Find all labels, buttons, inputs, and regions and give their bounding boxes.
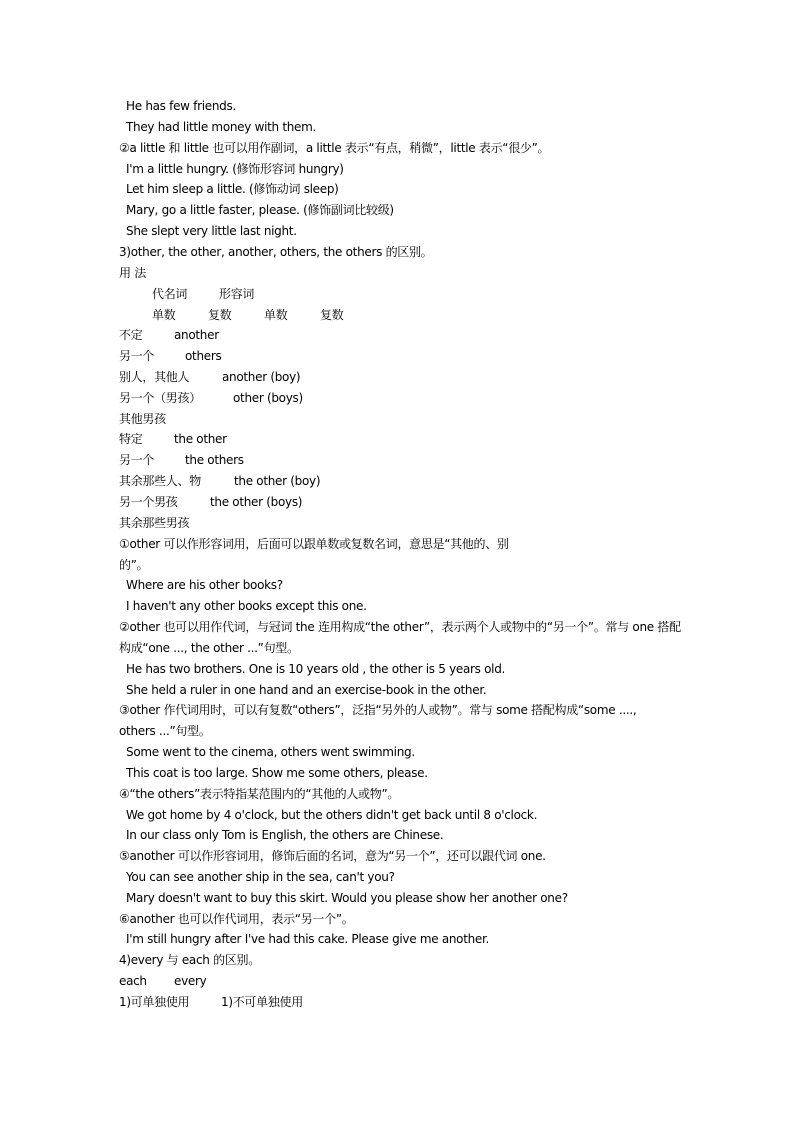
- rule-text: ⑥another 也可以作代词用，表示“另一个”。: [119, 912, 354, 926]
- example-sentence: This coat is too large. Show me some others, please.: [126, 766, 428, 780]
- table-cell: the others: [185, 453, 244, 467]
- example-sentence: In our class only Tom is English, the others are Chinese.: [126, 828, 444, 842]
- row-label: 别人，其他人: [119, 370, 190, 384]
- table-cell: others: [185, 349, 222, 363]
- rule-text: 的”。: [119, 558, 149, 572]
- example-sentence: Where are his other books?: [126, 578, 283, 592]
- compare-label: every: [174, 974, 207, 988]
- row-label: 特定: [119, 432, 143, 446]
- row-label: 另一个（男孩）: [119, 391, 201, 405]
- example-sentence: Mary, go a little faster, please. (修饰副词比较级): [126, 203, 394, 217]
- row-label: 其他男孩: [119, 412, 166, 426]
- example-sentence: She held a ruler in one hand and an exercise-book in the other.: [126, 683, 487, 697]
- row-label: 另一个: [119, 349, 155, 363]
- rule-text: 构成“one ..., the other ...”句型。: [119, 641, 299, 655]
- table-cell: the other: [174, 432, 227, 446]
- column-header-adjective: 形容词: [219, 287, 255, 301]
- example-sentence: You can see another ship in the sea, can't you?: [126, 870, 395, 884]
- table-cell: the other (boy): [234, 474, 321, 488]
- compare-point: 1)可单独使用: [119, 995, 190, 1009]
- rule-text: ②a little 和 little 也可以用作副词，a little 表示“有点，稍微”，little 表示“很少”。: [119, 141, 550, 155]
- table-cell: the other (boys): [210, 495, 303, 509]
- example-sentence: Let him sleep a little. (修饰动词 sleep): [126, 182, 339, 196]
- example-sentence: They had little money with them.: [126, 120, 317, 134]
- rule-text: others ...”句型。: [119, 724, 211, 738]
- compare-point: 1)不可单独使用: [221, 995, 303, 1009]
- section-heading: 3)other, the other, another, others, the others 的区别。: [119, 245, 433, 259]
- row-label: 另一个: [119, 453, 155, 467]
- column-header-plural: 复数: [208, 308, 232, 322]
- table-cell: another: [174, 328, 219, 342]
- row-label: 另一个男孩: [119, 495, 178, 509]
- example-sentence: Mary doesn't want to buy this skirt. Would you please show her another one?: [126, 891, 568, 905]
- rule-text: ①other 可以作形容词用，后面可以跟单数或复数名词，意思是“其他的、别: [119, 537, 509, 551]
- example-sentence: I'm still hungry after I've had this cake. Please give me another.: [126, 932, 490, 946]
- example-sentence: She slept very little last night.: [126, 224, 297, 238]
- table-cell: another (boy): [222, 370, 301, 384]
- compare-label: each: [119, 974, 147, 988]
- row-label: 其余那些人、物: [119, 474, 201, 488]
- example-sentence: He has few friends.: [126, 99, 236, 113]
- section-heading: 4)every 与 each 的区别。: [119, 953, 260, 967]
- rule-text: ⑤another 可以作形容词用，修饰后面的名词，意为“另一个”，还可以跟代词 one.: [119, 849, 546, 863]
- row-label: 不定: [119, 328, 143, 342]
- rule-text: ②other 也可以用作代词，与冠词 the 连用构成“the other”，表示两个人或物中的“另一个”。常与 one 搭配: [119, 620, 681, 634]
- example-sentence: We got home by 4 o'clock, but the others didn't get back until 8 o'clock.: [126, 808, 538, 822]
- example-sentence: Some went to the cinema, others went swimming.: [126, 745, 415, 759]
- rule-text: ③other 作代词用时，可以有复数“others”，泛指“另外的人或物”。常与 some 搭配构成“some ....,: [119, 703, 637, 717]
- row-label: 其余那些男孩: [119, 516, 190, 530]
- column-header-singular: 单数: [152, 308, 176, 322]
- rule-text: ④“the others”表示特指某范围内的“其他的人或物”。: [119, 787, 400, 801]
- column-header-pronoun: 代名词: [152, 287, 188, 301]
- example-sentence: I haven't any other books except this one.: [126, 599, 367, 613]
- table-cell: other (boys): [233, 391, 303, 405]
- example-sentence: I'm a little hungry. (修饰形容词 hungry): [126, 162, 344, 176]
- example-sentence: He has two brothers. One is 10 years old , the other is 5 years old.: [126, 662, 506, 676]
- column-header-plural: 复数: [320, 308, 344, 322]
- column-header-singular: 单数: [264, 308, 288, 322]
- usage-label: 用 法: [119, 266, 146, 280]
